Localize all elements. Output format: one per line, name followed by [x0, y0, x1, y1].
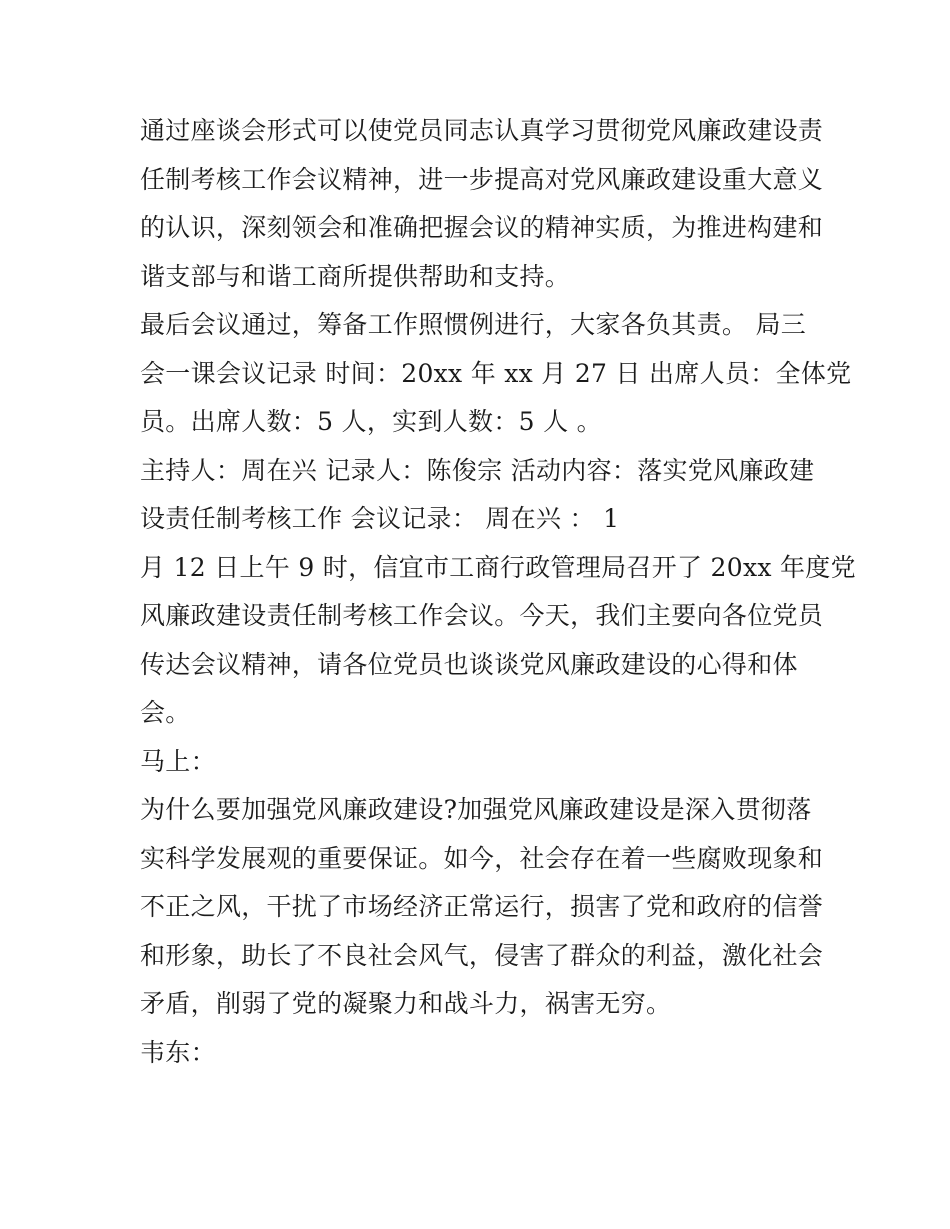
text-line: 员。出席人数：5 人，实到人数：5 人 。 [140, 407, 602, 436]
document-body [140, 107, 856, 1077]
text-line: 会。 [140, 698, 191, 727]
text-line: 任制考核工作会议精神，进一步提高对党风廉政建设重大意义 [140, 164, 824, 194]
paragraph-3 [140, 447, 820, 544]
text-line: 主持人：周在兴 记录人：陈俊宗 活动内容：落实党风廉政建 [140, 455, 815, 485]
text-line: 会一课会议记录 时间：20xx 年 xx 月 27 日 出席人员：全体党 [140, 358, 852, 388]
text-line: 为什么要加强党风廉政建设?加强党风廉政建设是深入贯彻落 [140, 795, 812, 824]
text-line: 不正之风，干扰了市场经济正常运行，损害了党和政府的信誉 [140, 892, 824, 921]
paragraph-6 [140, 786, 824, 1029]
paragraph-1 [140, 107, 824, 301]
paragraph-4 [140, 544, 856, 738]
speaker-label-mashang [140, 738, 820, 787]
text-line: 风廉政建设责任制考核工作会议。今天，我们主要向各位党员 [140, 601, 824, 630]
text-line: 实科学发展观的重要保证。如今，社会存在着一些腐败现象和 [140, 843, 824, 873]
speaker-label-weidong [140, 1029, 820, 1078]
text-line: 矛盾，削弱了党的凝聚力和战斗力，祸害无穷。 [140, 989, 672, 1018]
text-line: 谐支部与和谐工商所提供帮助和支持。 [140, 261, 571, 291]
text-line: 韦东： [140, 1037, 216, 1067]
text-line: 设责任制考核工作 会议记录： 周在兴 ： 1 [140, 504, 620, 533]
text-line: 的认识，深刻领会和准确把握会议的精神实质，为推进构建和 [140, 213, 824, 242]
text-line: 通过座谈会形式可以使党员同志认真学习贯彻党风廉政建设责 [140, 116, 824, 145]
text-line: 最后会议通过，筹备工作照惯例进行，大家各负其责。 局三 [140, 310, 807, 339]
text-line: 传达会议精神，请各位党员也谈谈党风廉政建设的心得和体 [140, 649, 798, 679]
text-line: 和形象，助长了不良社会风气，侵害了群众的利益，激化社会 [140, 940, 824, 970]
paragraph-2 [140, 301, 852, 447]
text-line: 月 12 日上午 9 时，信宜市工商行政管理局召开了 20xx 年度党 [140, 552, 856, 582]
text-line: 马上： [140, 746, 216, 776]
